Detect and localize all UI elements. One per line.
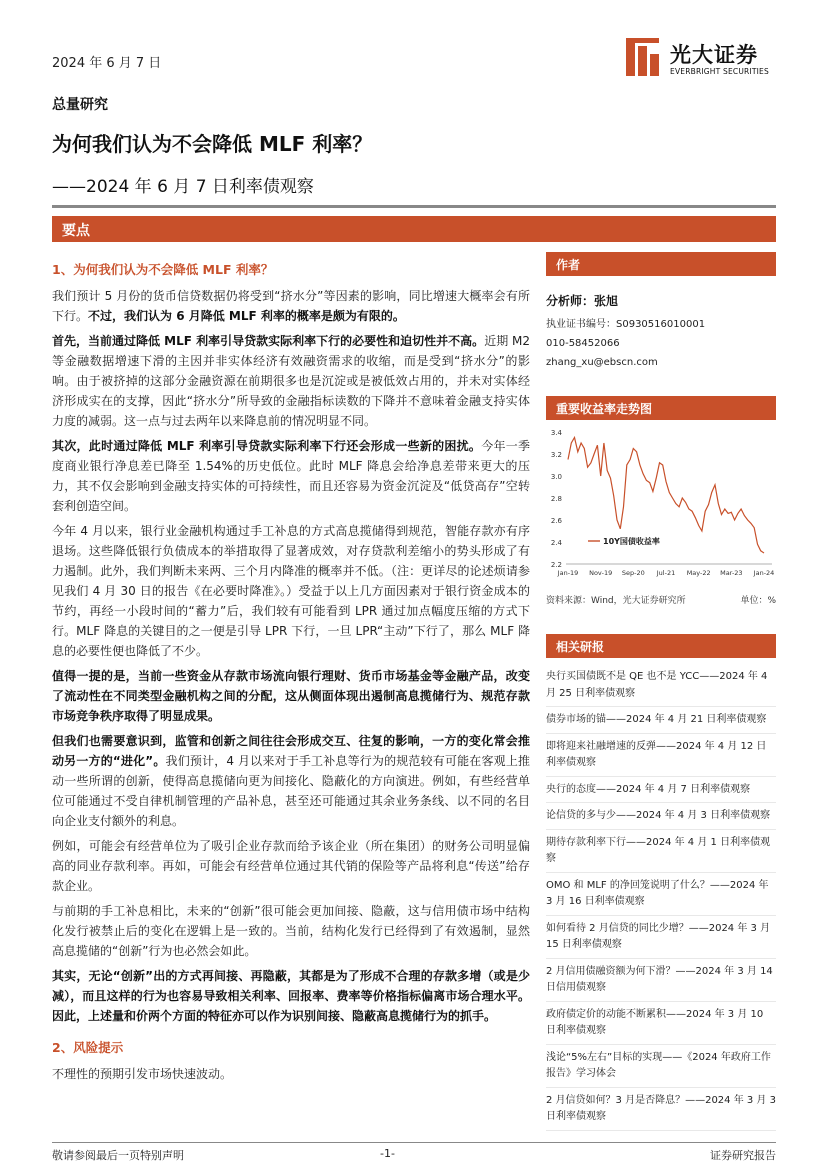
paragraph-2-text: 近期 M2 等金融数据增速下滑的主因并非实体经济有效融资需求的收缩，而是受到“挤水分”的影响。由于被挤掉的这部分金融资源在前期很多也是沉淀或是被低效占用的，并未对实体经济形成实在的支撑，因此“挤水分”所导致的金融指标读数的下降并不意味着金融支持实体力度的减弱。这一点与过去两年以来降息前的情况明显不同。 — [52, 334, 530, 428]
paragraph-9: 其实，无论“创新”出的方式再间接、再隐蔽，其都是为了形成不合理的存款多增（或是少减），而且这样的行为也容易导致相关利率、回报率、费率等价格指标偏离市场合理水平。因此，上述量和价两个方面的特征亦可以作为识别间接、隐蔽高息揽储行为的抓手。 — [52, 969, 530, 1023]
y-tick-label: 3.4 — [550, 429, 562, 437]
paragraph-7: 例如，可能会有经营单位为了吸引企业存款而给予该企业（所在集团）的财务公司明显偏高的同业存款利率。再如，可能会有经营单位通过其代销的保险等产品将利息“传送”给存款企业。 — [52, 839, 530, 893]
chart-source-row — [546, 593, 776, 606]
paragraph-2 — [52, 331, 530, 431]
legend-label: 10Y国债收益率 — [603, 537, 660, 546]
report-category: 总量研究 — [52, 97, 108, 113]
x-tick-label: May-22 — [686, 569, 711, 577]
title-divider — [52, 205, 776, 208]
related-report-item[interactable]: 政府债定价的动能不断累积——2024 年 3 月 10 日利率债观察 — [546, 1002, 776, 1045]
key-points-bar — [52, 216, 776, 242]
paragraph-4: 今年 4 月以来，银行业金融机构通过手工补息的方式高息揽储得到规范，智能存款亦有序退场。这些降低银行负债成本的举措取得了显著成效，对存贷款利差缩小的势头形成了有力遏制。此外，我们判断未来两、三个月内降准的概率并不低。（注：更详尽的论述烦请参见我们 4 月 30 日的报告《在必要时降准》。）受益于以上几方面因素对于银行资金成本的节约，再经一小段时间的“蓄力”后，我们较有可能看到 LPR 通过加点幅度压缩的方式下行。MLF 降息的关键目的之一便是引导 LPR 下行，一旦 LPR“主动”下行了，那么 MLF 降息的必要性便也降低了不少。 — [52, 524, 530, 658]
related-report-item[interactable]: 央行的态度——2024 年 4 月 7 日利率债观察 — [546, 777, 776, 804]
author-bar-label: 作者 — [556, 258, 581, 272]
x-tick-label: Jul-21 — [656, 569, 676, 577]
related-bar — [546, 634, 776, 658]
y-tick-label: 2.8 — [550, 495, 562, 503]
related-report-item[interactable]: 2 月信贷如何？3 月是否降息？——2024 年 3 月 3 日利率债观察 — [546, 1088, 776, 1131]
related-report-item[interactable]: 浅论“5%左右”目标的实现——《2024 年政府工作报告》学习体会 — [546, 1045, 776, 1088]
main-content — [52, 260, 530, 1089]
paragraph-6 — [52, 731, 530, 831]
paragraph-3-text: 今年一季度商业银行净息差已降至 1.54%的历史低位。此时 MLF 降息会给净息差带来更大的压力，其不仅会影响到金融支持实体的可持续性，而且还容易为资金沉淀及“低贷高存”空转套利创造空间。 — [52, 439, 530, 513]
analyst-phone: 010-58452066 — [546, 338, 620, 349]
chart-source: 资料来源：Wind，光大证券研究所 — [546, 596, 686, 606]
footer-disclaimer: 敬请参阅最后一页特别声明 — [52, 1149, 184, 1162]
report-date: 2024 年 6 月 7 日 — [52, 56, 162, 71]
chart-unit: 单位：% — [740, 596, 776, 606]
logo-text-en: EVERBRIGHT SECURITIES — [670, 67, 769, 76]
yield-chart — [546, 424, 776, 589]
analyst-name: 分析师：张旭 — [546, 294, 619, 308]
logo-text-cn: 光大证券 — [670, 43, 758, 67]
everbright-logo-icon — [624, 36, 664, 78]
chart-bar-label: 重要收益率走势图 — [556, 402, 653, 416]
footer-doc-type: 证券研究报告 — [710, 1149, 776, 1162]
series-line-10y-yield — [568, 438, 764, 554]
paragraph-3-bold: 其次，此时通过降低 MLF 利率引导贷款实际利率下行还会形成一些新的困扰。 — [52, 439, 482, 453]
analyst-email: zhang_xu@ebscn.com — [546, 357, 658, 368]
y-tick-label: 2.2 — [550, 561, 562, 569]
related-bar-label: 相关研报 — [556, 640, 605, 654]
paragraph-1-bold: 不过，我们认为 6 月降低 MLF 利率的概率是颇为有限的。 — [88, 309, 405, 323]
x-tick-label: Nov-19 — [589, 569, 613, 577]
y-tick-label: 2.6 — [550, 517, 562, 525]
key-points-label: 要点 — [62, 223, 90, 239]
y-tick-label: 3.2 — [550, 451, 562, 459]
x-tick-label: Jan-19 — [557, 569, 579, 577]
x-tick-label: Jan-24 — [753, 569, 775, 577]
related-report-item[interactable]: 央行买国债既不是 QE 也不是 YCC——2024 年 4 月 25 日利率债观察 — [546, 664, 776, 707]
paragraph-3 — [52, 436, 530, 516]
paragraph-risk: 不理性的预期引发市场快速波动。 — [52, 1067, 233, 1081]
brand-logo — [624, 36, 784, 82]
x-tick-label: Sep-20 — [621, 569, 645, 577]
related-reports-list — [546, 664, 776, 1131]
related-report-item[interactable]: 即将迎来社融增速的反弹——2024 年 4 月 12 日利率债观察 — [546, 734, 776, 777]
related-report-item[interactable]: 如何看待 2 月信贷的同比少增？——2024 年 3 月 15 日利率债观察 — [546, 916, 776, 959]
y-tick-label: 2.4 — [550, 539, 562, 547]
footer-divider — [52, 1142, 776, 1143]
report-subtitle: ——2024 年 6 月 7 日利率债观察 — [52, 177, 314, 197]
paragraph-5: 值得一提的是，当前一些资金从存款市场流向银行理财、货币市场基金等金融产品，改变了流动性在不同类型金融机构之间的分配，这从侧面体现出遏制高息揽储行为、规范存款市场竞争秩序取得了明显成果。 — [52, 669, 530, 723]
heading-section-1: 1、为何我们认为不会降低 MLF 利率？ — [52, 262, 274, 277]
x-tick-label: Mar-23 — [720, 569, 743, 577]
paragraph-2-bold: 首先，当前通过降低 MLF 利率引导贷款实际利率下行的必要性和迫切性并不高。 — [52, 334, 485, 348]
related-report-item[interactable]: 债券市场的锚——2024 年 4 月 21 日利率债观察 — [546, 707, 776, 734]
paragraph-1-text: 我们预计 5 月份的货币信贷数据仍将受到“挤水分”等因素的影响，同比增速大概率会有所下行。 — [52, 289, 530, 323]
related-report-item[interactable]: 2 月信用债融资额为何下滑？——2024 年 3 月 14 日信用债观察 — [546, 959, 776, 1002]
related-report-item[interactable]: OMO 和 MLF 的净回笼说明了什么？——2024 年 3 月 16 日利率债观察 — [546, 873, 776, 916]
heading-risk: 2、风险提示 — [52, 1040, 124, 1055]
y-tick-label: 3.0 — [550, 473, 562, 481]
author-bar — [546, 252, 776, 276]
report-title: 为何我们认为不会降低 MLF 利率？ — [52, 132, 373, 156]
paragraph-1 — [52, 286, 530, 326]
paragraph-6-text: 我们预计，4 月以来对于手工补息等行为的规范较有可能在客观上推动一些所谓的创新，使得高息揽储向更为间接化、隐蔽化的方向演进。例如，有些经营单位可能通过不受自律机制管理的产品补息，甚至还可能通过其余业务条线、以不同的名目向企业支付额外的利息。 — [52, 754, 530, 828]
related-report-item[interactable]: 论信贷的多与少——2024 年 4 月 3 日利率债观察 — [546, 803, 776, 830]
yield-chart-svg — [546, 424, 776, 589]
sidebar — [546, 252, 776, 1131]
related-report-item[interactable]: 期待存款利率下行——2024 年 4 月 1 日利率债观察 — [546, 830, 776, 873]
analyst-cert: 执业证书编号：S0930516010001 — [546, 319, 706, 330]
chart-bar — [546, 396, 776, 420]
page-number: -1- — [380, 1147, 395, 1160]
paragraph-8: 与前期的手工补息相比，未来的“创新”很可能会更加间接、隐蔽，这与信用债市场中结构化发行被禁止后的变化在逻辑上是一致的。当前，结构化发行已经得到了有效遏制，显然高息揽储的“创新”行为也必然会如此。 — [52, 904, 530, 958]
paragraph-6-bold: 但我们也需要意识到，监管和创新之间往往会形成交互、往复的影响，一方的变化常会推动另一方的“进化”。 — [52, 734, 530, 768]
